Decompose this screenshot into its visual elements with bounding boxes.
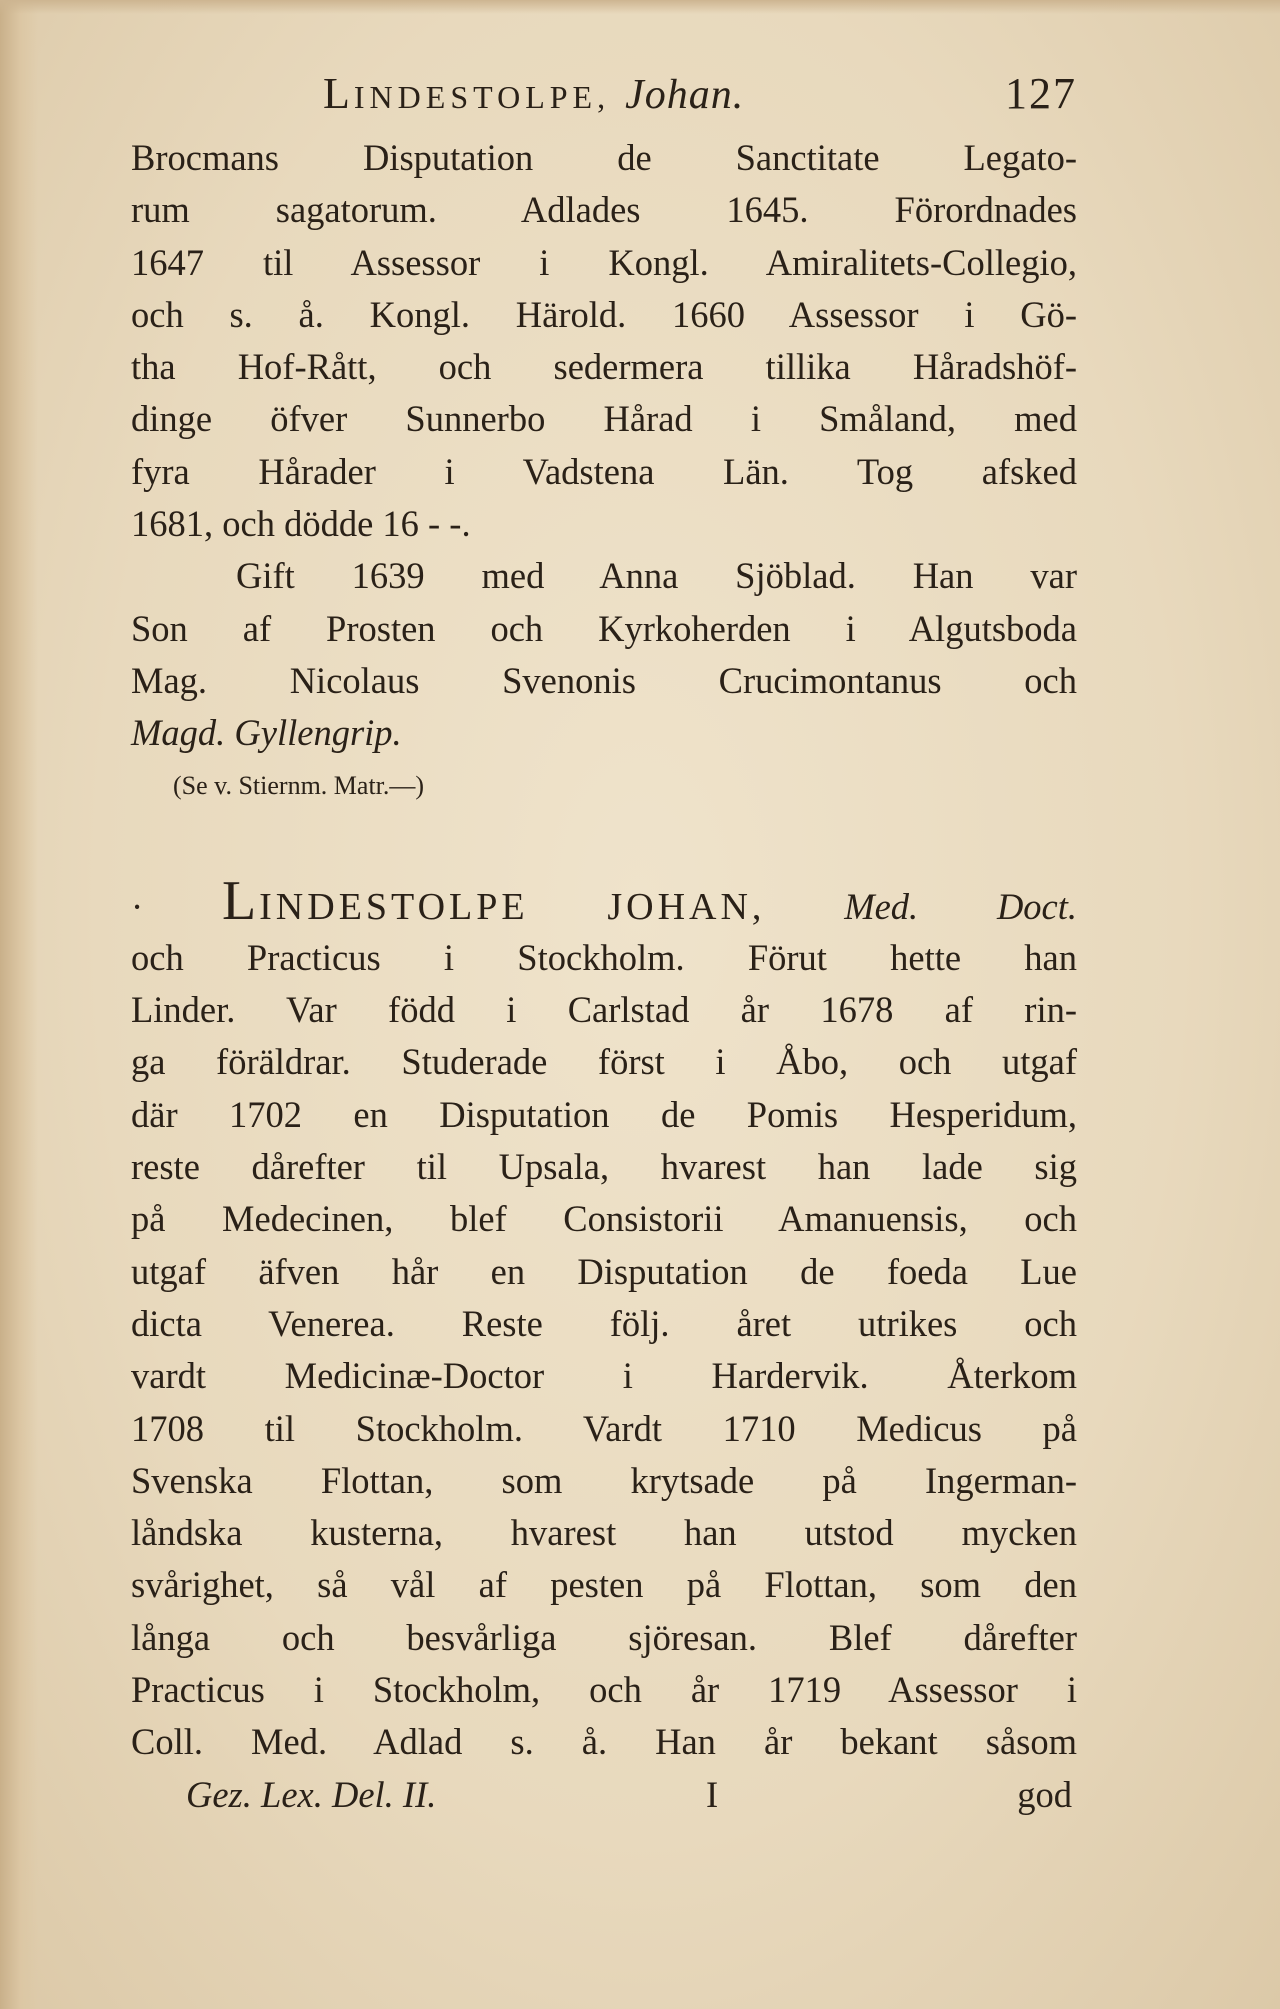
text-line: Coll. Med. Adlad s. å. Han år bekant såsom: [131, 1721, 1077, 1763]
lemma-initial: L: [221, 869, 260, 932]
lemma-forename: JOHAN,: [607, 885, 766, 928]
page-number: 127: [1005, 69, 1077, 118]
text-line: och Practicus i Stockholm. Förut hette han: [131, 936, 1077, 978]
text-line: Linder. Var född i Carlstad år 1678 af rin-: [131, 989, 1077, 1031]
text-line: rum sagatorum. Adlades 1645. Förordnades: [131, 189, 1077, 231]
signature-line: Gez. Lex. Del. II.: [186, 1773, 437, 1815]
page-gutter-shadow: [0, 0, 38, 2009]
marriage-line: Son af Prosten och Kyrkoherden i Algutsboda: [131, 607, 1077, 649]
text-column: [131, 60, 1077, 1829]
text-line: reste dårefter til Upsala, hvarest han lade sig: [131, 1146, 1077, 1188]
entry-lindestolpe-johan: [131, 870, 1077, 1769]
text-line: 1681, och dödde 16 - -.: [131, 503, 471, 545]
page-top-edge: [0, 0, 1280, 14]
text-line: låndska kusterna, hvarest han utstod mycken: [131, 1512, 1077, 1554]
text-line: tha Hof-Rått, och sedermera tillika Håradshöf-: [131, 346, 1077, 388]
running-head: [323, 68, 744, 119]
text-line: Practicus i Stockholm, och år 1719 Assessor i: [131, 1669, 1077, 1711]
text-line: 1708 til Stockholm. Vardt 1710 Medicus på: [131, 1407, 1077, 1449]
running-head-surname: INDESTOLPE,: [353, 79, 611, 115]
text-line: dicta Venerea. Reste följ. året utrikes och: [131, 1302, 1077, 1344]
lemma-title: Med. Doct.: [844, 885, 1078, 927]
marriage-line: Magd. Gyllengrip.: [131, 712, 402, 754]
marriage-line: Mag. Nicolaus Svenonis Crucimontanus och: [131, 659, 1077, 701]
text-line: på Medecinen, blef Consistorii Amanuensis, och: [131, 1198, 1077, 1240]
entry-lemma: [131, 870, 1077, 932]
page-header: [131, 60, 1077, 132]
catchword: god: [1017, 1773, 1072, 1815]
text-line: ga föräldrar. Studerade först i Åbo, och utgaf: [131, 1041, 1077, 1083]
text-line: där 1702 en Disputation de Pomis Hesperidum,: [131, 1093, 1077, 1135]
text-line: dinge öfver Sunnerbo Hårad i Småland, med: [131, 398, 1077, 440]
entry-spacer: [131, 812, 1077, 870]
text-line: svårighet, så vål af pesten på Flottan, som den: [131, 1564, 1077, 1606]
text-line: 1647 til Assessor i Kongl. Amiralitets-Collegio,: [131, 241, 1077, 283]
entry-bullet: ·: [131, 885, 144, 927]
text-line: fyra Hårader i Vadstena Län. Tog afsked: [131, 450, 1077, 492]
text-line: långa och besvårliga sjöresan. Blef dårefter: [131, 1616, 1077, 1658]
signature-mark: I: [706, 1773, 719, 1815]
text-line: vardt Medicinæ-Doctor i Hardervik. Återkom: [131, 1355, 1077, 1397]
running-head-initial: L: [323, 69, 354, 118]
text-line: Svenska Flottan, som krytsade på Ingerman-: [131, 1459, 1077, 1501]
source-reference: (Se v. Stiernm. Matr.—): [173, 770, 425, 800]
page-footer: [131, 1773, 1077, 1829]
lemma-surname: INDESTOLPE: [259, 885, 529, 928]
marriage-line: Gift 1639 med Anna Sjöblad. Han var: [236, 555, 1077, 597]
text-line: Brocmans Disputation de Sanctitate Legato-: [131, 137, 1077, 178]
text-line: utgaf äfven hår en Disputation de foeda Lue: [131, 1250, 1077, 1292]
entry-continued: [131, 132, 1077, 812]
running-head-forename: Johan.: [625, 72, 745, 118]
text-line: och s. å. Kongl. Härold. 1660 Assessor i Gö-: [131, 293, 1077, 335]
